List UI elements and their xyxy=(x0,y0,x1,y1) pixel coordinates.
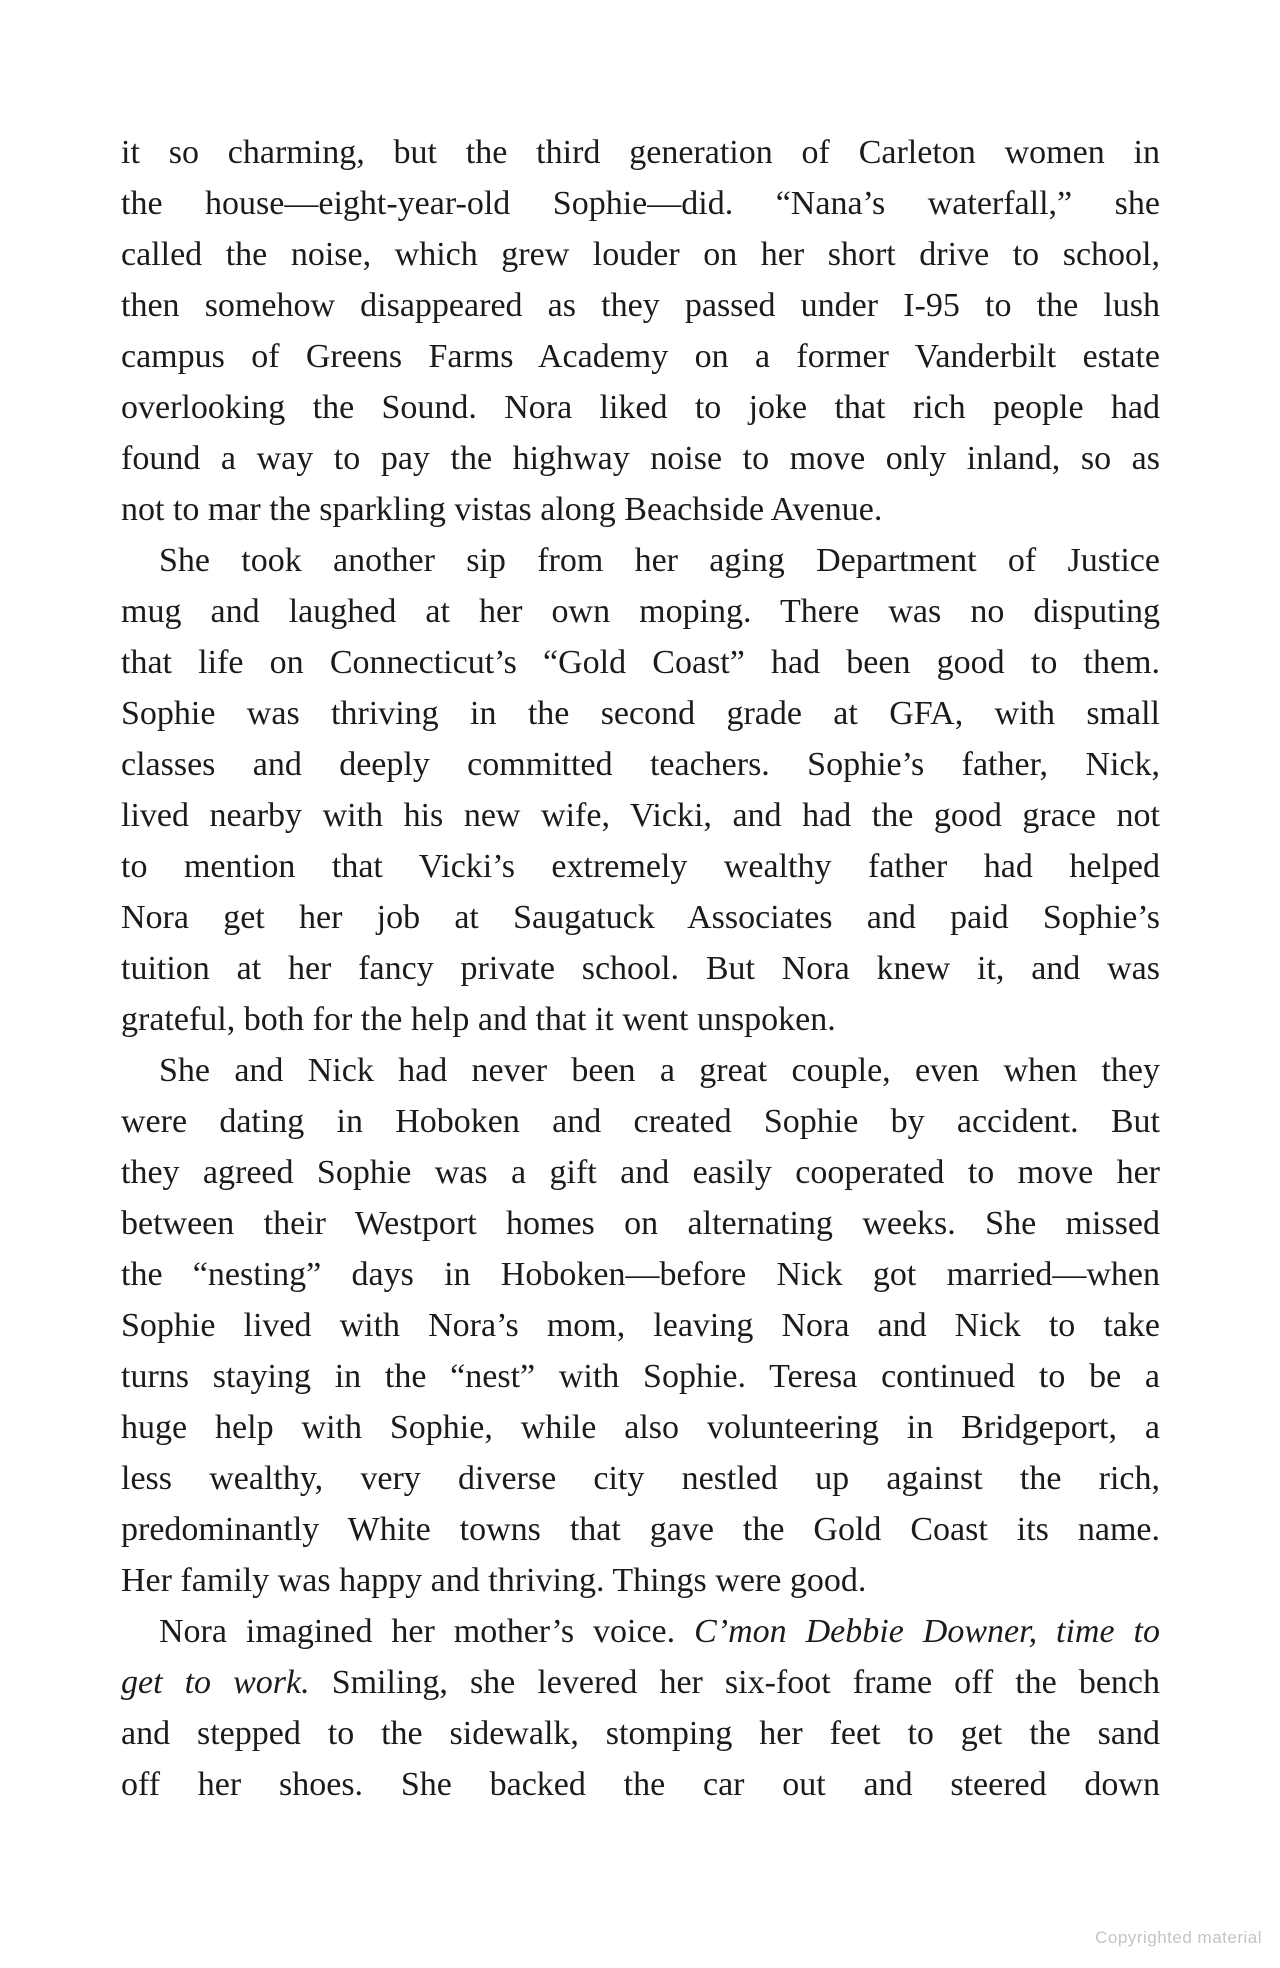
italic-text: C’mon Debbie Downer, time to xyxy=(694,1613,1160,1650)
body-text: She and Nick had never been a great couple, even when they xyxy=(159,1052,1160,1089)
paragraph xyxy=(121,1045,1160,1606)
body-text: that life on Connecticut’s “Gold Coast” had been good to them. xyxy=(121,644,1160,681)
text-line xyxy=(121,484,1160,535)
text-line xyxy=(121,739,1160,790)
body-text: it so charming, but the third generation of Carleton women in xyxy=(121,134,1160,171)
text-line xyxy=(121,1147,1160,1198)
text-line xyxy=(121,433,1160,484)
body-text: Sophie was thriving in the second grade at GFA, with small xyxy=(121,695,1160,732)
text-line xyxy=(121,1045,1160,1096)
body-text: they agreed Sophie was a gift and easily cooperated to move her xyxy=(121,1154,1160,1191)
text-line xyxy=(121,1198,1160,1249)
text-line xyxy=(121,127,1160,178)
text-line xyxy=(121,1606,1160,1657)
page-text xyxy=(121,127,1160,1810)
text-line xyxy=(121,1402,1160,1453)
body-text: the “nesting” days in Hoboken—before Nick got married—when xyxy=(121,1256,1160,1293)
text-line xyxy=(121,586,1160,637)
copyright-watermark: Copyrighted material xyxy=(1095,1928,1262,1947)
text-line xyxy=(121,1504,1160,1555)
body-text: grateful, both for the help and that it went unspoken. xyxy=(121,1001,836,1038)
body-text: were dating in Hoboken and created Sophie by accident. But xyxy=(121,1103,1160,1140)
text-line xyxy=(121,1453,1160,1504)
text-line xyxy=(121,178,1160,229)
body-text: Smiling, she levered her six-foot frame off the bench xyxy=(309,1664,1160,1701)
text-line xyxy=(121,382,1160,433)
body-text: Sophie lived with Nora’s mom, leaving Nora and Nick to take xyxy=(121,1307,1160,1344)
body-text: Nora imagined her mother’s voice. xyxy=(159,1613,695,1650)
body-text: Her family was happy and thriving. Things were good. xyxy=(121,1562,867,1599)
paragraph xyxy=(121,535,1160,1045)
body-text: huge help with Sophie, while also volunteering in Bridgeport, a xyxy=(121,1409,1160,1446)
paragraph xyxy=(121,1606,1160,1810)
text-line xyxy=(121,229,1160,280)
text-line xyxy=(121,1555,1160,1606)
body-text: not to mar the sparkling vistas along Beachside Avenue. xyxy=(121,491,883,528)
body-text: between their Westport homes on alternating weeks. She missed xyxy=(121,1205,1160,1242)
text-line xyxy=(121,943,1160,994)
body-text: She took another sip from her aging Department of Justice xyxy=(159,542,1160,579)
body-text: less wealthy, very diverse city nestled up against the rich, xyxy=(121,1460,1160,1497)
body-text: campus of Greens Farms Academy on a former Vanderbilt estate xyxy=(121,338,1160,375)
body-text: classes and deeply committed teachers. Sophie’s father, Nick, xyxy=(121,746,1160,783)
body-text: tuition at her fancy private school. But Nora knew it, and was xyxy=(121,950,1160,987)
body-text: to mention that Vicki’s extremely wealthy father had helped xyxy=(121,848,1160,885)
text-line xyxy=(121,280,1160,331)
body-text: overlooking the Sound. Nora liked to joke that rich people had xyxy=(121,389,1160,426)
paragraph xyxy=(121,127,1160,535)
text-line xyxy=(121,994,1160,1045)
text-line xyxy=(121,1249,1160,1300)
text-line xyxy=(121,1351,1160,1402)
body-text: found a way to pay the highway noise to move only inland, so as xyxy=(121,440,1160,477)
body-text: the house—eight-year-old Sophie—did. “Nana’s waterfall,” she xyxy=(121,185,1160,222)
text-line xyxy=(121,688,1160,739)
text-line xyxy=(121,790,1160,841)
text-line xyxy=(121,892,1160,943)
text-line xyxy=(121,535,1160,586)
text-line xyxy=(121,637,1160,688)
text-line xyxy=(121,1759,1160,1810)
body-text: predominantly White towns that gave the Gold Coast its name. xyxy=(121,1511,1160,1548)
body-text: and stepped to the sidewalk, stomping her feet to get the sand xyxy=(121,1715,1160,1752)
body-text: turns staying in the “nest” with Sophie. Teresa continued to be a xyxy=(121,1358,1160,1395)
body-text: then somehow disappeared as they passed under I-95 to the lush xyxy=(121,287,1160,324)
text-line xyxy=(121,841,1160,892)
body-text: lived nearby with his new wife, Vicki, and had the good grace not xyxy=(121,797,1160,834)
body-text: called the noise, which grew louder on her short drive to school, xyxy=(121,236,1160,273)
text-line xyxy=(121,331,1160,382)
body-text: mug and laughed at her own moping. There was no disputing xyxy=(121,593,1160,630)
italic-text: get to work. xyxy=(121,1664,310,1701)
text-line xyxy=(121,1708,1160,1759)
text-line xyxy=(121,1657,1160,1708)
body-text: off her shoes. She backed the car out and steered down xyxy=(121,1766,1160,1803)
text-line xyxy=(121,1300,1160,1351)
text-line xyxy=(121,1096,1160,1147)
body-text: Nora get her job at Saugatuck Associates and paid Sophie’s xyxy=(121,899,1160,936)
